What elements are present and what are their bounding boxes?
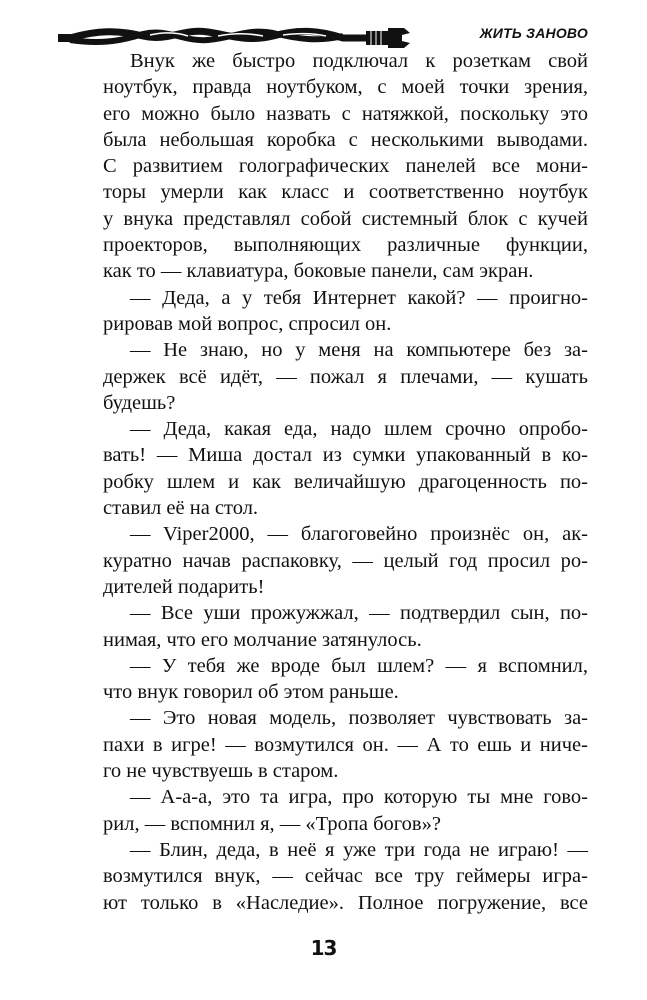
text-line: — Не знаю, но у меня на компьютере без за- bbox=[130, 339, 588, 362]
text-line: держек всё идёт, — пожал я плечами, — кушать bbox=[103, 365, 588, 388]
text-line: у внука представлял собой системный блок с кучей bbox=[103, 207, 588, 230]
text-line: — Это новая модель, позволяет чувствовать за- bbox=[130, 707, 588, 730]
paragraph bbox=[103, 416, 588, 521]
text-line: вать! — Миша достал из сумки упакованный в ко- bbox=[103, 444, 588, 467]
text-line: ставил её на стол. bbox=[103, 497, 259, 520]
text-line: пахи в игре! — возмутился он. — А то ешь и ниче- bbox=[103, 733, 588, 756]
text-line: — Блин, деда, в неё я уже три года не играю! — bbox=[130, 838, 588, 861]
text-line: была небольшая коробка с несколькими выводами. bbox=[103, 128, 588, 151]
text-line: — Деда, какая еда, надо шлем срочно опробо- bbox=[130, 418, 588, 441]
paragraph bbox=[103, 653, 588, 706]
paragraph bbox=[103, 705, 588, 784]
text-line: куратно начав распаковку, — целый год просил ро- bbox=[103, 549, 588, 572]
text-line: возмутился внук, — сейчас все тру геймеры игра- bbox=[103, 865, 588, 888]
text-line: ют только в «Наследие». Полное погружение, все bbox=[103, 891, 588, 914]
text-line: рил, — вспомнил я, — «Тропа богов»? bbox=[103, 812, 441, 835]
text-line: нимая, что его молчание затянулось. bbox=[103, 628, 422, 651]
twisted-cable-plug-icon bbox=[58, 24, 413, 48]
text-line: — Все уши прожужжал, — подтвердил сын, по- bbox=[130, 602, 588, 625]
text-line: робку шлем и как величайшую драгоценность по- bbox=[103, 470, 588, 493]
text-line: ноутбук, правда ноутбуком, с моей точки зрения, bbox=[103, 76, 588, 99]
text-line: дителей подарить! bbox=[103, 575, 265, 598]
text-line: Внук же быстро подключал к розеткам свой bbox=[130, 50, 588, 72]
text-line: что внук говорил об этом раньше. bbox=[103, 681, 399, 704]
text-line: — А-а-а, это та игра, про которую ты мне гово- bbox=[130, 786, 588, 809]
paragraph bbox=[103, 837, 588, 916]
text-line: — Viper2000, — благоговейно произнёс он, ак- bbox=[130, 523, 588, 546]
text-line: торы умерли как класс и соответственно ноутбук bbox=[103, 181, 588, 204]
text-line: проекторов, выполняющих различные функции, bbox=[103, 234, 588, 257]
text-line: как то — клавиатура, боковые панели, сам экран. bbox=[103, 260, 534, 283]
paragraph bbox=[103, 521, 588, 600]
text-line: будешь? bbox=[103, 391, 176, 414]
text-line: — У тебя же вроде был шлем? — я вспомнил, bbox=[130, 654, 588, 677]
running-title: ЖИТЬ ЗАНОВО bbox=[479, 25, 588, 41]
body-text bbox=[103, 48, 588, 916]
paragraph bbox=[103, 600, 588, 653]
paragraph bbox=[103, 285, 588, 338]
text-line: го не чувствуешь в старом. bbox=[103, 760, 339, 783]
text-line: рировав мой вопрос, спросил он. bbox=[103, 312, 392, 335]
text-line: его можно было назвать с натяжкой, поскольку это bbox=[103, 102, 588, 125]
paragraph bbox=[103, 337, 588, 416]
paragraph bbox=[103, 48, 588, 285]
page-number: 13 bbox=[310, 936, 337, 960]
paragraph bbox=[103, 784, 588, 837]
text-line: — Деда, а у тебя Интернет какой? — проигно- bbox=[130, 286, 588, 309]
text-line: С развитием голографических панелей все мони- bbox=[103, 155, 588, 178]
